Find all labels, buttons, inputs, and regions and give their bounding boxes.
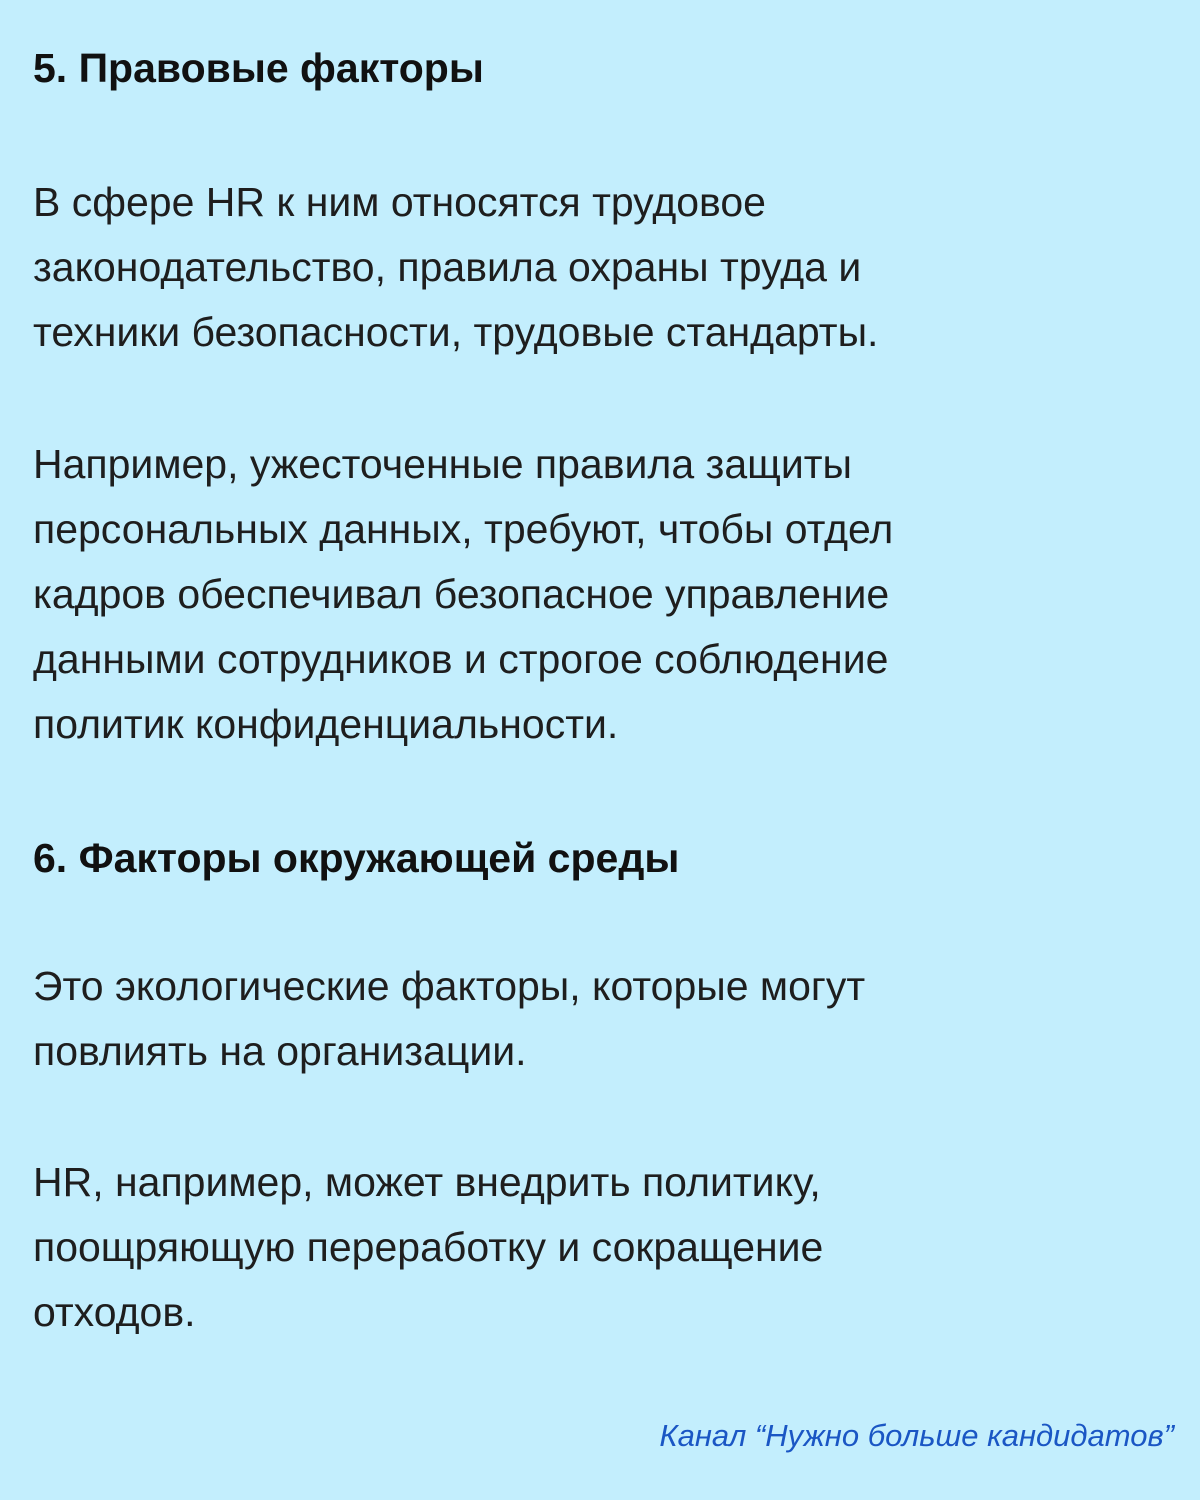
text-line: политик конфиденциальности.: [33, 701, 619, 747]
text-line: В сфере HR к ним относятся трудовое: [33, 179, 766, 225]
text-line: данными сотрудников и строгое соблюдение: [33, 636, 889, 682]
text-line: повлиять на организации.: [33, 1028, 527, 1074]
text-line: отходов.: [33, 1289, 196, 1335]
text-line: HR, например, может внедрить политику,: [33, 1159, 821, 1205]
section-6-heading: 6. Факторы окружающей среды: [33, 835, 680, 881]
text-line: кадров обеспечивал безопасное управление: [33, 571, 890, 617]
text-line: поощряющую переработку и сокращение: [33, 1224, 824, 1270]
section-6-paragraph-2: [33, 1150, 1143, 1345]
section-5-paragraph-2: [33, 432, 1143, 757]
text-line: техники безопасности, трудовые стандарты.: [33, 309, 879, 355]
text-line: персональных данных, требуют, чтобы отдел: [33, 506, 894, 552]
section-5-paragraph-1: [33, 170, 1143, 365]
channel-signature: Канал “Нужно больше кандидатов”: [659, 1418, 1174, 1453]
text-line: Это экологические факторы, которые могут: [33, 963, 866, 1009]
text-line: Например, ужесточенные правила защиты: [33, 441, 852, 487]
text-line: законодательство, правила охраны труда и: [33, 244, 862, 290]
section-6-paragraph-1: [33, 954, 1143, 1084]
section-5-heading: 5. Правовые факторы: [33, 45, 484, 91]
